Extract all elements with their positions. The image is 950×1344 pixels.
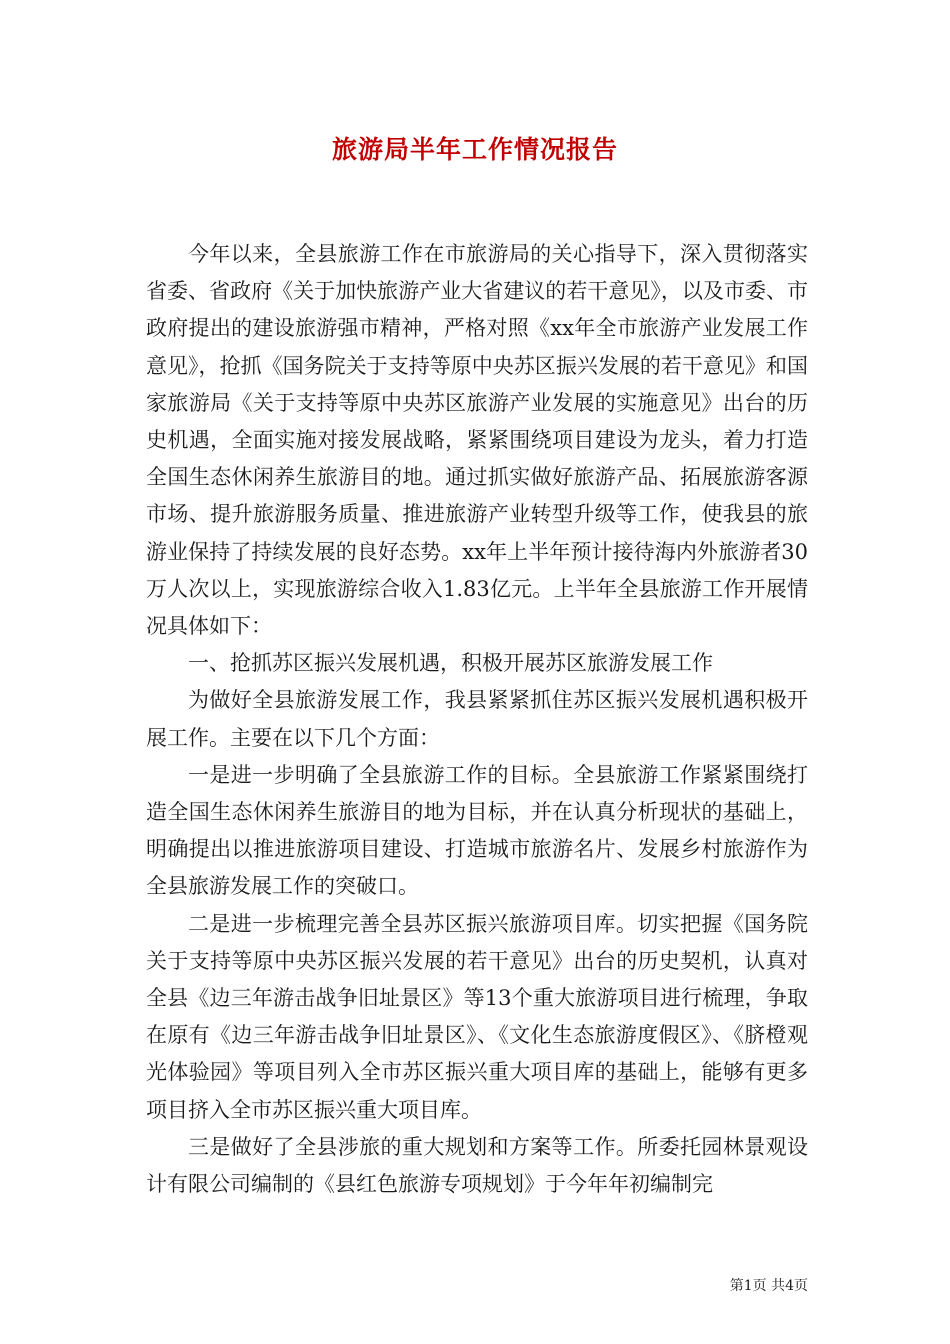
document-body bbox=[146, 236, 808, 1203]
paragraph-point-1: 一是进一步明确了全县旅游工作的目标。全县旅游工作紧紧围绕打造全国生态休闲养生旅游目的地为目标，并在认真分析现状的基础上，明确提出以推进旅游项目建设、打造城市旅游名片、发展乡村旅游作为全县旅游发展工作的突破口。 bbox=[146, 762, 808, 899]
paragraph-point-2: 二是进一步梳理完善全县苏区振兴旅游项目库。切实把握《国务院关于支持等原中央苏区振兴发展的若干意见》出台的历史契机，认真对全县《边三年游击战争旧址景区》等13个重大旅游项目进行梳理，争取在原有《边三年游击战争旧址景区》、《文化生态旅游度假区》、《脐橙观光体验园》等项目列入全市苏区振兴重大项目库的基础上，能够有更多项目挤入全市苏区振兴重大项目库。 bbox=[146, 911, 808, 1122]
paragraph-point-3: 三是做好了全县涉旅的重大规划和方案等工作。所委托园林景观设计有限公司编制的《县红色旅游专项规划》于今年年初编制完 bbox=[146, 1134, 808, 1197]
footer-total-pages: 4 bbox=[785, 1278, 794, 1294]
paragraph-intro: 今年以来，全县旅游工作在市旅游局的关心指导下，深入贯彻落实省委、省政府《关于加快旅游产业大省建议的若干意见》，以及市委、市政府提出的建设旅游强市精神，严格对照《xx年全市旅游产业发展工作意见》，抢抓《国务院关于支持等原中央苏区振兴发展的若干意见》和国家旅游局《关于支持等原中央苏区旅游产业发展的实施意见》出台的历史机遇，全面实施对接发展战略，紧紧围绕项目建设为龙头，着力打造全国生态休闲养生旅游目的地。通过抓实做好旅游产品、拓展旅游客源市场、提升旅游服务质量、推进旅游产业转型升级等工作，使我县的旅游业保持了持续发展的良好态势。xx年上半年预计接待海内外旅游者30万人次以上，实现旅游综合收入1.83亿元。上半年全县旅游工作开展情况具体如下： bbox=[146, 242, 808, 639]
section-heading-1: 一、抢抓苏区振兴发展机遇，积极开展苏区旅游发展工作 bbox=[188, 651, 713, 676]
footer-middle: 页 共 bbox=[752, 1278, 786, 1294]
footer-prefix: 第 bbox=[729, 1278, 744, 1294]
footer-current-page: 1 bbox=[743, 1278, 753, 1294]
page-number-footer bbox=[620, 1276, 808, 1296]
document-title: 旅游局半年工作情况报告 bbox=[331, 135, 618, 164]
footer-suffix: 页 bbox=[794, 1278, 808, 1294]
paragraph-section-1-intro: 为做好全县旅游发展工作，我县紧紧抓住苏区振兴发展机遇积极开展工作。主要在以下几个方面： bbox=[146, 688, 808, 750]
